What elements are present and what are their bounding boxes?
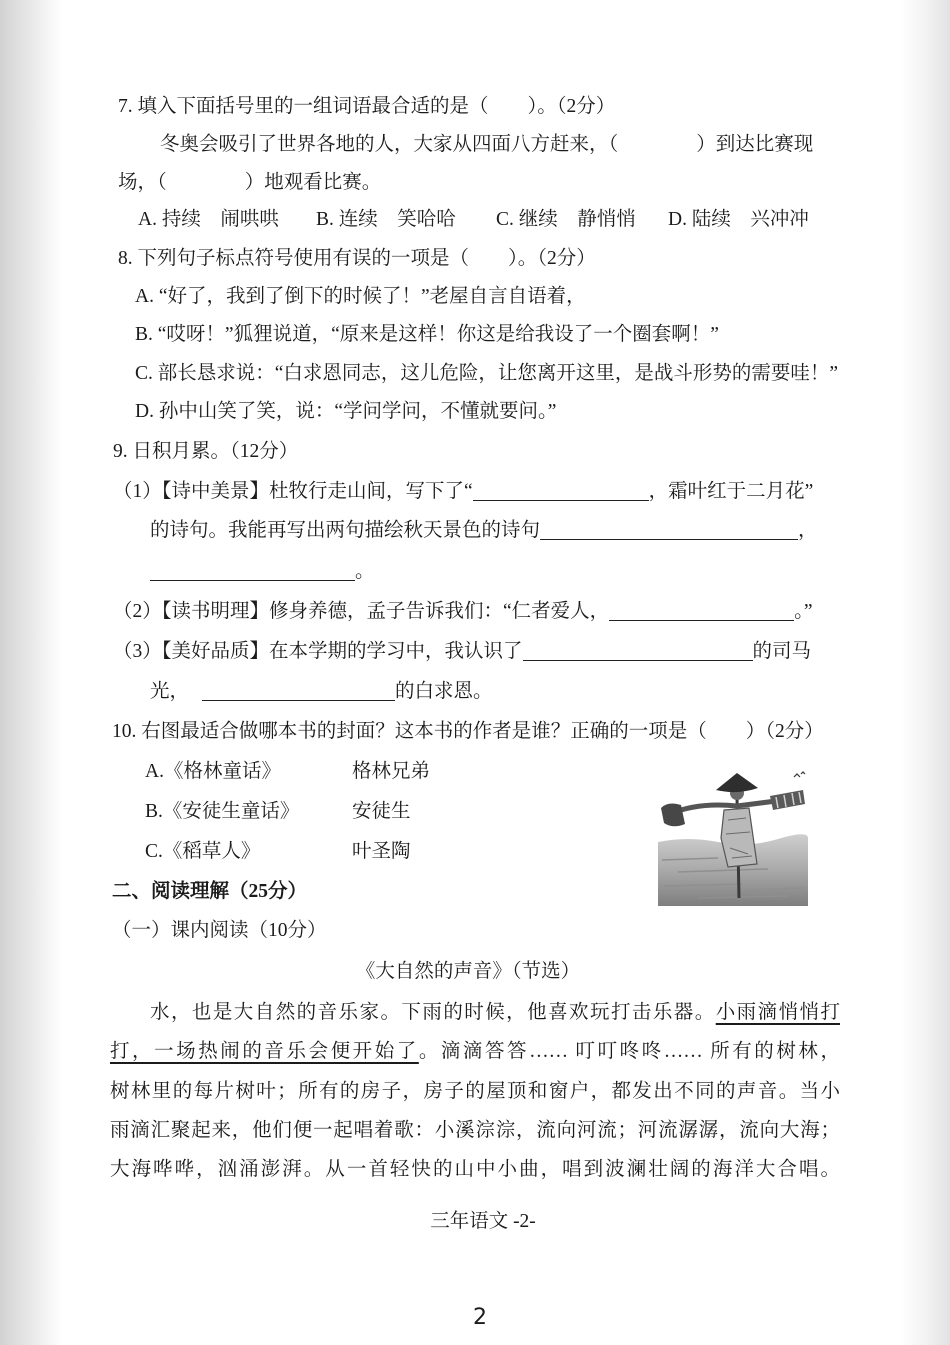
question9-part1-line3 xyxy=(150,559,375,585)
scan-edge-right xyxy=(900,0,950,1345)
question9-part1-line2-tail: ， xyxy=(798,520,818,541)
option-book: A.《格林童话》 xyxy=(145,761,281,782)
passage-text: 水，也是大自然的音乐家。下雨的时候，他喜欢玩打击乐器。 xyxy=(150,1002,716,1023)
page-footer: 三年语文 -2- xyxy=(430,1211,536,1232)
passage-underlined-text: 打，一场热闹的音乐会便开始了 xyxy=(110,1041,419,1062)
option-book: C.《稻草人》 xyxy=(145,841,261,862)
passage-title: 《大自然的声音》（节选） xyxy=(355,961,581,982)
section2-subheading: （一）课内阅读（10分） xyxy=(112,920,327,941)
question7-option-b: B. 连续 笑哈哈 xyxy=(316,209,456,230)
question7-sentence-line1: 冬奥会吸引了世界各地的人，大家从四面八方赶来，（ ）到达比赛现 xyxy=(160,134,814,155)
answer-blank xyxy=(473,482,649,501)
question10-option-c xyxy=(0,839,650,865)
question9-part2 xyxy=(113,599,813,625)
question9-part3-line2 xyxy=(150,679,493,705)
question10-option-a xyxy=(0,759,650,785)
question9-part3-line1 xyxy=(113,639,811,665)
option-author: 格林兄弟 xyxy=(352,761,431,782)
question8-option-d: D. 孙中山笑了笑，说：“学问学问，不懂就要问。” xyxy=(135,401,557,422)
scarecrow-illustration xyxy=(658,768,808,906)
option-book: B.《安徒生童话》 xyxy=(145,801,300,822)
passage-line-4: 雨滴汇聚起来，他们便一起唱着歌：小溪淙淙，流向河流；河流潺潺，流向大海； xyxy=(110,1120,840,1141)
question7-option-c: C. 继续 静悄悄 xyxy=(496,209,636,230)
scan-edge-left xyxy=(0,0,62,1345)
question10-option-b xyxy=(0,799,650,825)
question9-part3-line1-text: （3）【美好品质】在本学期的学习中，我认识了 xyxy=(113,641,523,662)
answer-blank xyxy=(150,562,355,581)
question9-part2-tail: 。” xyxy=(794,601,813,622)
question10-stem: 10. 右图最适合做哪本书的封面？这本书的作者是谁？正确的一项是（ ）（2分） xyxy=(112,721,824,742)
answer-blank xyxy=(202,682,395,701)
question7-stem: 7. 填入下面括号里的一组词语最合适的是（ ）。（2分） xyxy=(118,96,616,117)
question8-option-c: C. 部长恳求说：“白求恩同志，这儿危险，让您离开这里，是战斗形势的需要哇！” xyxy=(135,363,839,384)
passage-line-1 xyxy=(150,1000,840,1026)
answer-blank xyxy=(523,642,753,661)
question9-part1-line1-tail: ，霜叶红于二月花” xyxy=(648,481,814,502)
question7-option-a: A. 持续 闹哄哄 xyxy=(138,209,279,230)
answer-blank xyxy=(540,521,798,540)
passage-line-3: 树林里的每片树叶；所有的房子，房子的屋顶和窗户，都发出不同的声音。当小 xyxy=(110,1081,840,1102)
option-author: 安徒生 xyxy=(352,801,411,822)
question9-part1-line3-tail: 。 xyxy=(355,561,375,582)
passage-line-5: 大海哗哗，汹涌澎湃。从一首轻快的山中小曲，唱到波澜壮阔的海洋大合唱。 xyxy=(110,1159,840,1180)
question9-part1-line1-text: （1）【诗中美景】杜牧行走山间，写下了“ xyxy=(113,481,473,502)
passage-text: 。滴滴答答…… 叮叮咚咚…… 所有的树林， xyxy=(418,1041,840,1062)
question9-part3-line2-text: 光， xyxy=(150,681,190,702)
question9-part1-line2 xyxy=(150,518,818,544)
question9-part3-line1-tail: 的司马 xyxy=(752,641,812,662)
question9-part1-line2-text: 的诗句。我能再写出两句描绘秋天景色的诗句 xyxy=(150,520,541,541)
question7-options xyxy=(0,207,950,233)
answer-blank xyxy=(609,602,794,621)
option-author: 叶圣陶 xyxy=(352,841,411,862)
section2-heading: 二、阅读理解（25分） xyxy=(112,881,308,902)
passage-underlined-text: 小雨滴悄悄打 xyxy=(715,1002,840,1023)
question8-option-b: B. “哎呀！”狐狸说道，“原来是这样！你这是给我设了一个圈套啊！” xyxy=(135,324,719,345)
question8-stem: 8. 下列句子标点符号使用有误的一项是（ ）。（2分） xyxy=(118,248,596,269)
passage-line-2 xyxy=(110,1039,840,1065)
question7-sentence-line2: 场，（ ）地观看比赛。 xyxy=(118,172,382,193)
question8-option-a: A. “好了，我到了倒下的时候了！”老屋自言自语着， xyxy=(135,286,586,307)
question9-stem: 9. 日积月累。（12分） xyxy=(113,441,299,462)
question9-part2-text: （2）【读书明理】修身养德，孟子告诉我们：“仁者爱人， xyxy=(113,601,610,622)
question9-part1-line1 xyxy=(113,479,813,505)
question9-part3-line2-tail: 的白求恩。 xyxy=(395,681,493,702)
question7-option-d: D. 陆续 兴冲冲 xyxy=(668,209,809,230)
page-number: 2 xyxy=(473,1305,487,1330)
